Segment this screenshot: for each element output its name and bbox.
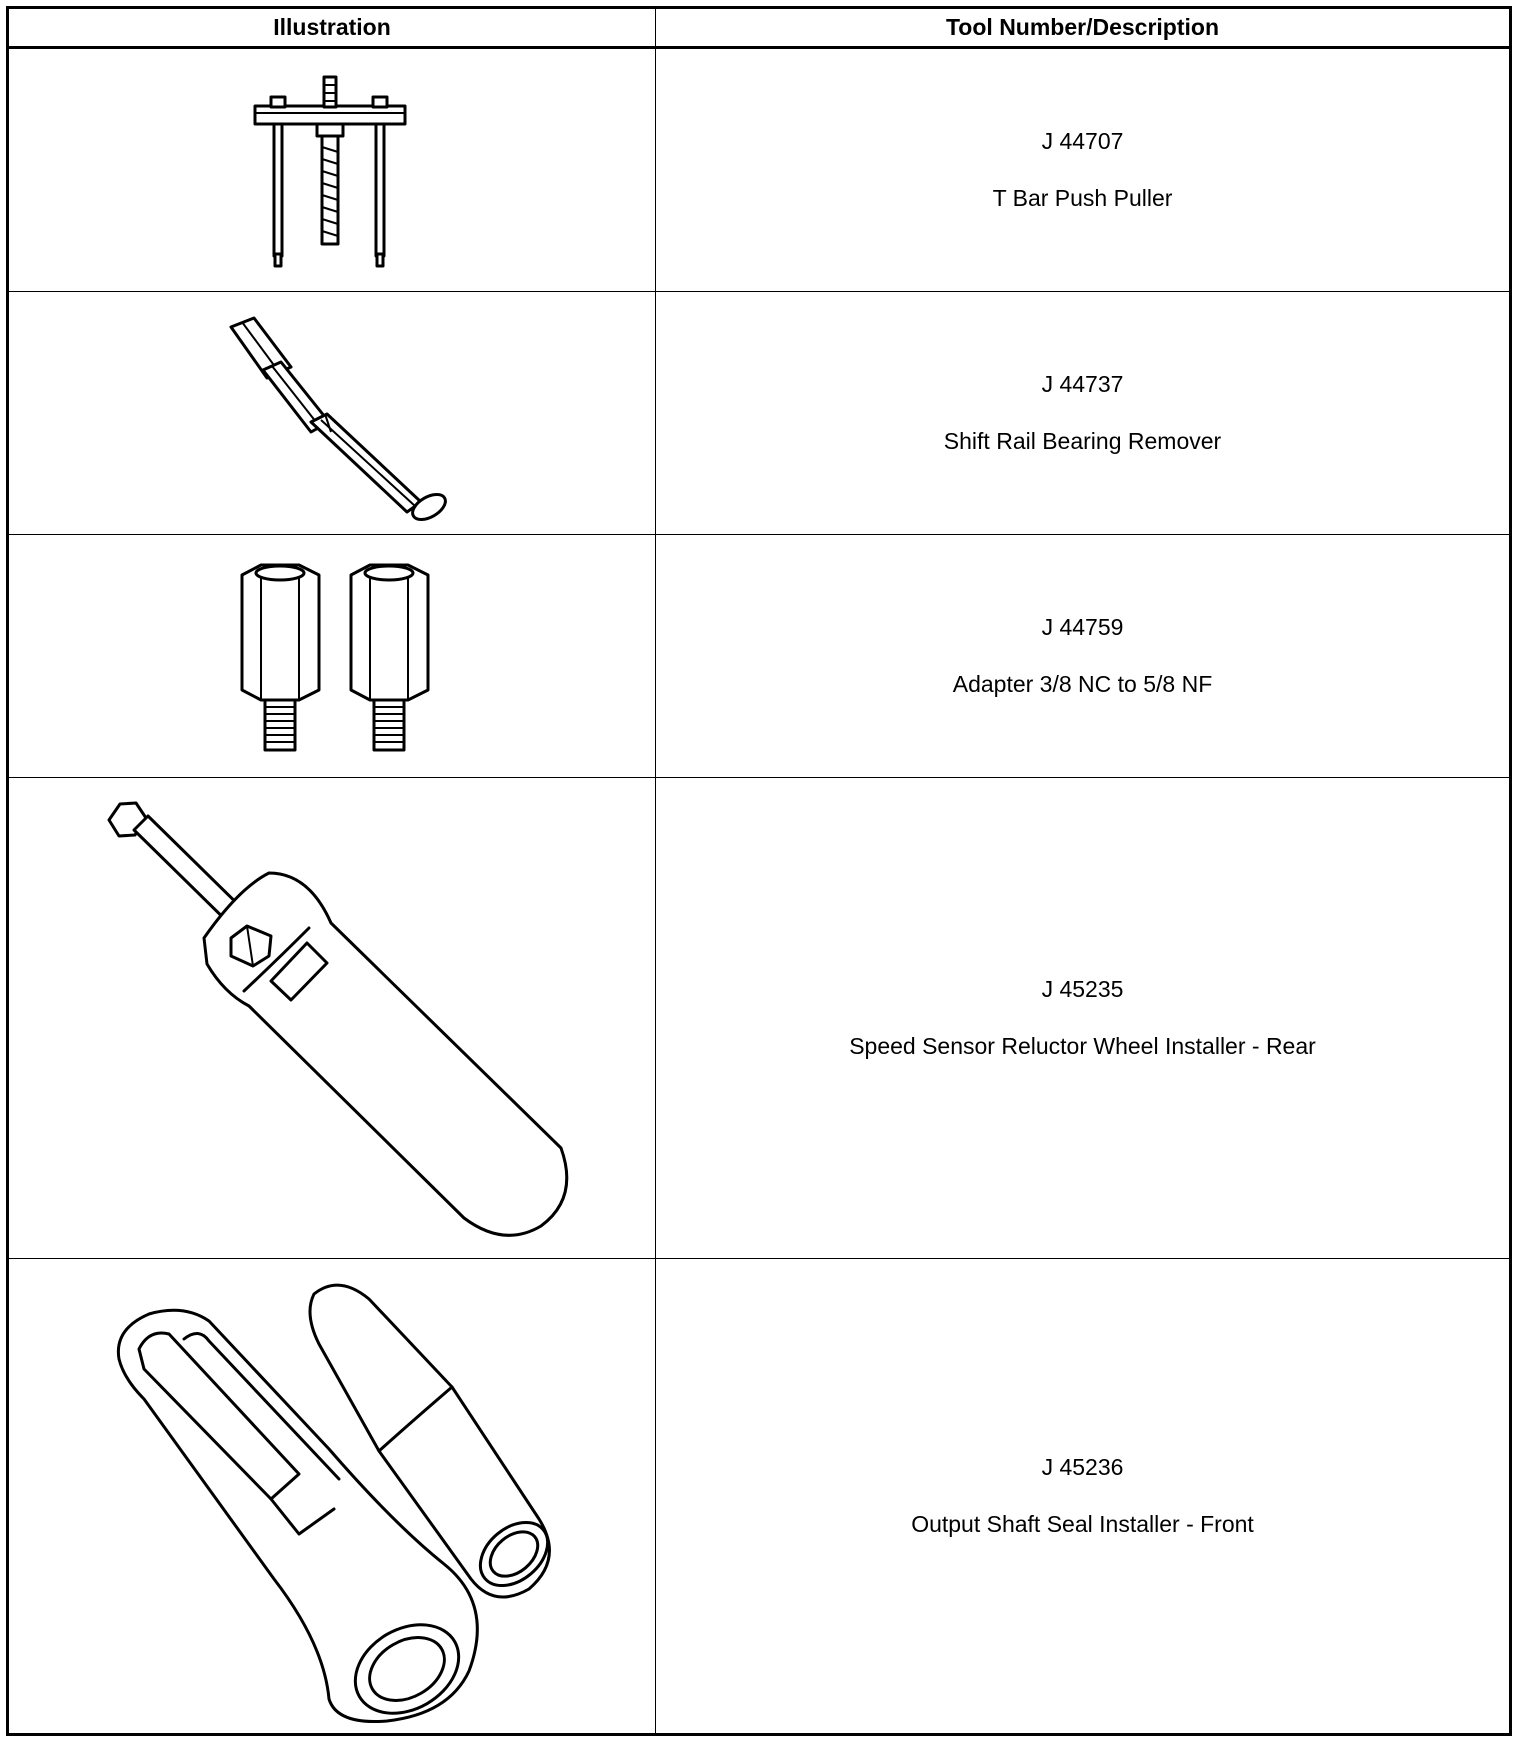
header-tool-description: Tool Number/Description: [656, 9, 1509, 49]
shift-rail-bearing-remover-icon: [9, 292, 655, 534]
description-cell: [656, 1259, 1509, 1733]
illustration-cell: [9, 49, 656, 291]
illustration-cell: [9, 778, 656, 1258]
table-row: [9, 535, 1509, 778]
tool-description: Adapter 3/8 NC to 5/8 NF: [952, 671, 1213, 697]
adapter-icon: [9, 535, 655, 777]
illustration-cell: [9, 1259, 656, 1733]
tool-number: J 44759: [1041, 614, 1124, 640]
tool-description: Speed Sensor Reluctor Wheel Installer - Rear: [849, 1033, 1316, 1059]
output-shaft-seal-installer-icon: [9, 1259, 655, 1733]
illustration-cell: [9, 535, 656, 777]
description-cell: [656, 535, 1509, 777]
tool-number: J 44707: [1041, 128, 1124, 154]
table-row: [9, 292, 1509, 535]
table-row: [9, 49, 1509, 292]
reluctor-wheel-installer-icon: [9, 778, 655, 1258]
table-row: [9, 778, 1509, 1259]
tool-description: Output Shaft Seal Installer - Front: [911, 1511, 1254, 1537]
tool-description: Shift Rail Bearing Remover: [943, 428, 1222, 454]
description-cell: [656, 778, 1509, 1258]
description-cell: [656, 292, 1509, 534]
tool-table: [6, 6, 1512, 1736]
table-row: [9, 1259, 1509, 1733]
t-bar-push-puller-icon: [9, 49, 655, 291]
tool-number: J 45236: [1041, 1454, 1124, 1480]
tool-description: T Bar Push Puller: [992, 185, 1173, 211]
header-illustration: Illustration: [9, 9, 656, 49]
illustration-cell: [9, 292, 656, 534]
tool-number: J 45235: [1041, 976, 1124, 1002]
description-cell: [656, 49, 1509, 291]
tool-number: J 44737: [1041, 371, 1124, 397]
